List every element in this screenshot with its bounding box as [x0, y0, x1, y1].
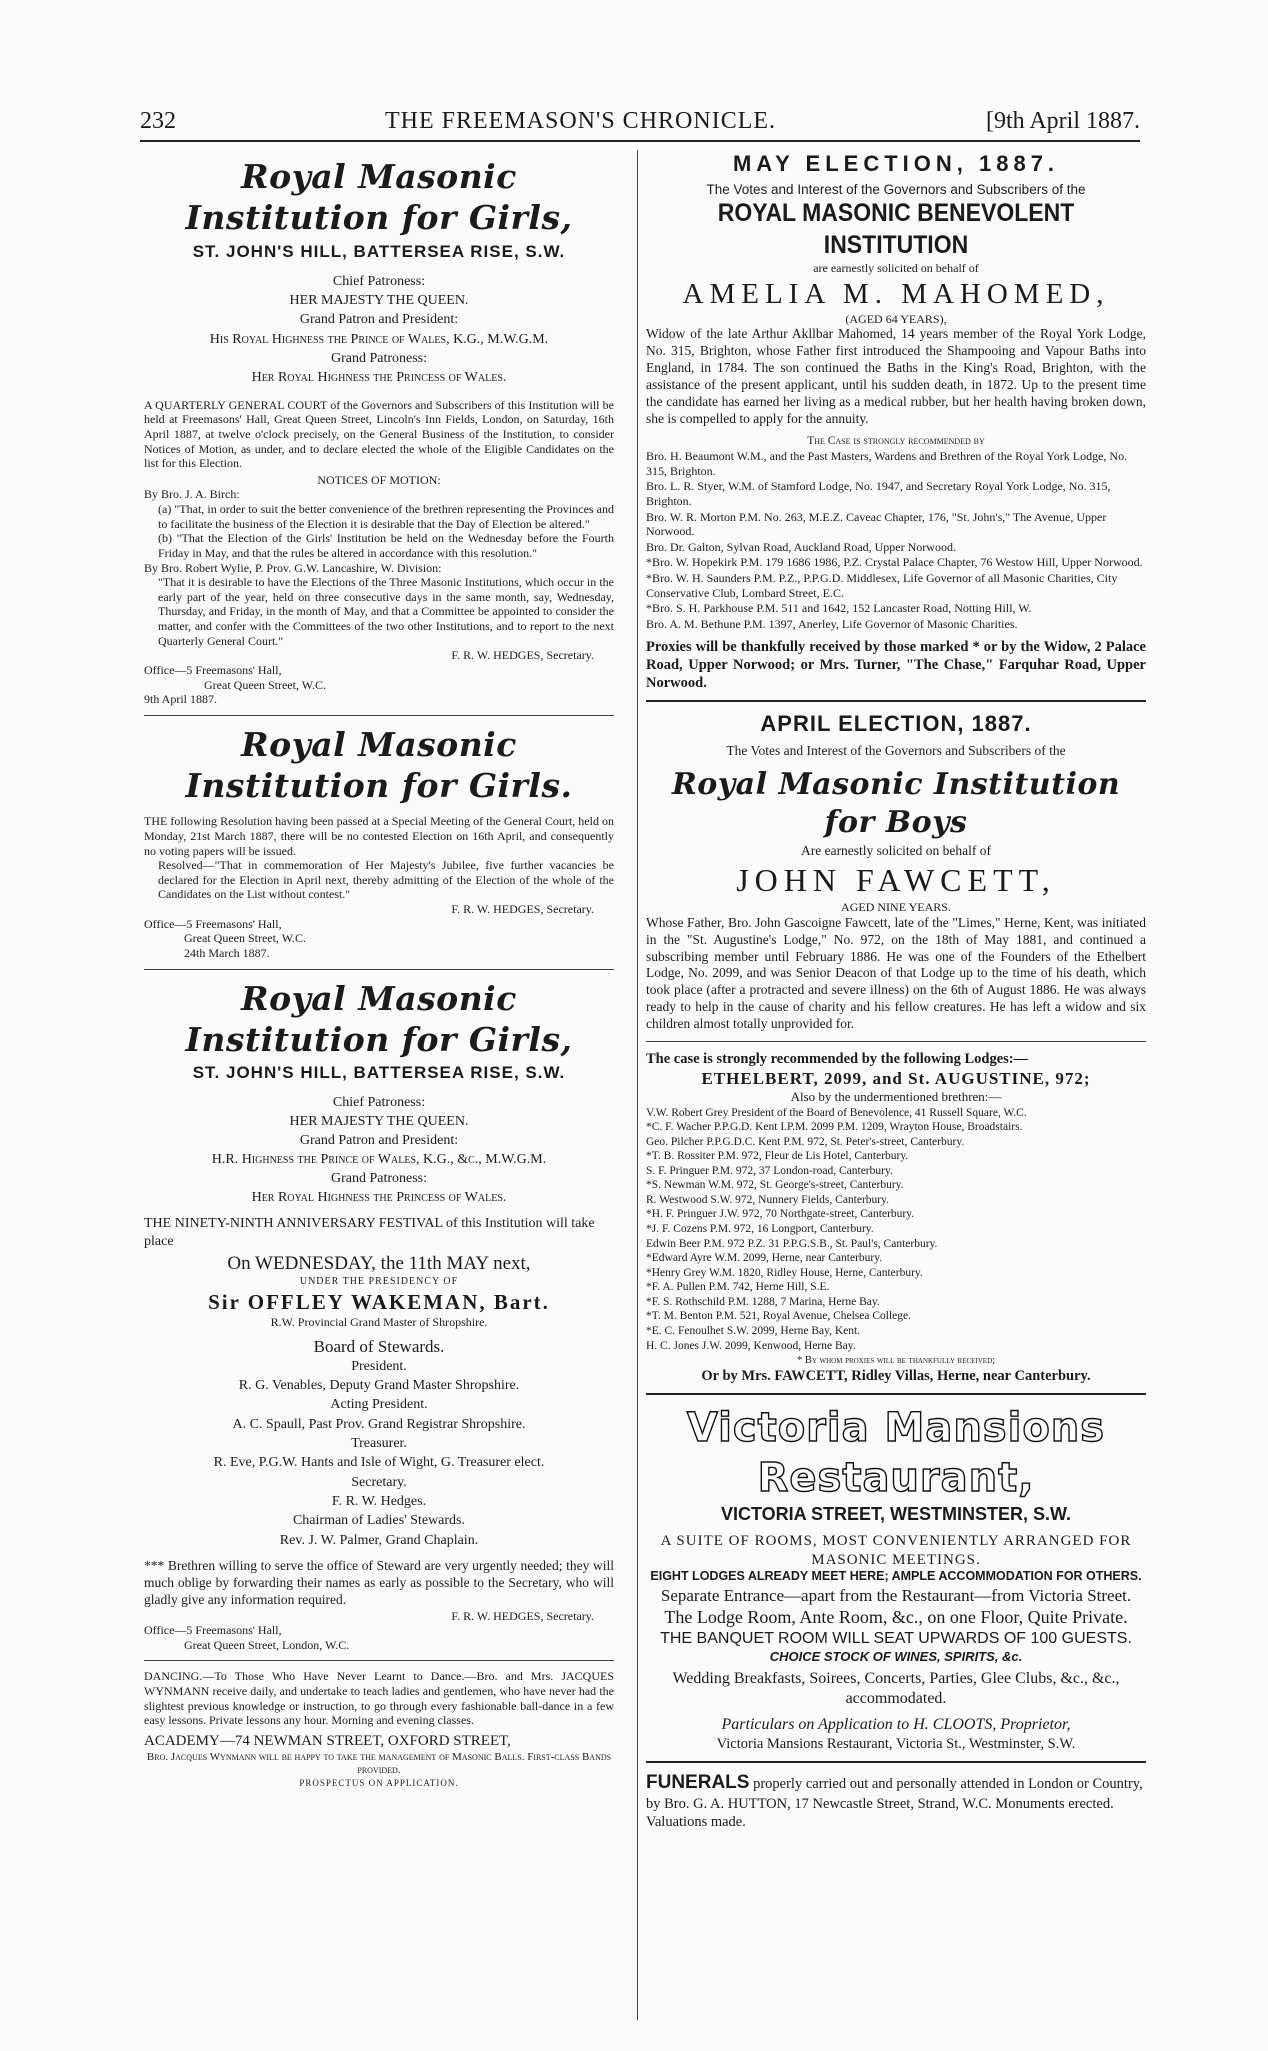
- management-note: Bro. Jacques Wynmann will be happy to take the management of Masonic Balls. First-class Bands provided.: [146, 1750, 612, 1777]
- april-election-ad: [646, 710, 1146, 1385]
- patrons: [144, 272, 614, 388]
- officer-line: Secretary.: [351, 1474, 407, 1490]
- funerals-heading: FUNERALS: [646, 1772, 750, 1794]
- brother: S. F. Pringuer P.M. 972, 37 London-road, Canterbury.: [646, 1164, 893, 1177]
- brother: *C. F. Wacher P.P.G.D. Kent I.P.M. 2099 P.M. 1209, Wrayton House, Broadstairs.: [646, 1121, 1023, 1134]
- office-street: Great Queen Street, London, W.C.: [184, 1637, 350, 1652]
- brother: *J. F. Cozens P.M. 972, 16 Longport, Canterbury.: [646, 1223, 874, 1235]
- patron-line: Grand Patron and President:: [299, 312, 459, 328]
- secretary-signature: F. R. W. HEDGES, Secretary.: [451, 1608, 594, 1623]
- brother: Geo. Pilcher P.P.G.D.C. Kent P.M. 972, St. Peter's-street, Canterbury.: [646, 1135, 965, 1148]
- office-address: Office—5 Freemasons' Hall,: [144, 916, 282, 931]
- recommender: Bro. Dr. Galton, Sylvan Road, Auckland Road, Upper Norwood.: [646, 539, 956, 554]
- also-line: Also by the undermentioned brethren:—: [790, 1089, 1002, 1105]
- patron-line: Grand Patroness:: [330, 351, 428, 366]
- officer-line: President.: [351, 1358, 407, 1374]
- officer-line: Rev. J. W. Palmer, Grand Chaplain.: [279, 1532, 479, 1548]
- recommender: *Bro. W. Hopekirk P.M. 179 1686 1986, P.Z. Crystal Palace Chapter, 76 Westow Hill, Upper Norwood.: [646, 555, 1143, 570]
- wedding-line: Wedding Breakfasts, Soirees, Concerts, Parties, Glee Clubs, &c., &c., accommodated.: [672, 1669, 1120, 1707]
- presidency-label: UNDER THE PRESIDENCY OF: [299, 1276, 459, 1288]
- lodges-recommend: The case is strongly recommended by the following Lodges:—: [646, 1050, 1029, 1067]
- patrons: [144, 1093, 614, 1207]
- academy-address: ACADEMY—74 NEWMAN STREET, OXFORD STREET,: [144, 1732, 511, 1749]
- dancing-notice: DANCING.—To Those Who Have Never Learnt to Dance.—Bro. and Mrs. JACQUES WYNMANN receive daily, and undertake to teach ladies and gentlemen, who have never had the slightest previous knowledge or instruction, to go through every fashionable ball-dance in a few easy lessons. Private lessons any hour. Morning and evening classes.: [144, 1669, 614, 1728]
- may-election-ad: [646, 150, 1146, 692]
- brother: *T. M. Benton P.M. 521, Royal Avenue, Chelsea College.: [646, 1310, 912, 1323]
- brethren-list: [646, 1107, 1146, 1354]
- brother: H. C. Jones J.W. 2099, Kenwood, Herne Bay.: [646, 1339, 856, 1352]
- candidate-bio: Widow of the late Arthur Akllbar Mahomed, 14 years member of the Royal York Lodge, No. 315, Brighton, whose Father first introduced the Shampooing and Vapour Baths into England, in 1784. The son continued the Baths in the King's Road, Brighton, with the assistance of the present applicant, until his sudden death, in 1872. Up to the present time the candidate has earned her living as a medical rubber, but her health having broken down, she is compelled to apply for the annuity.: [646, 326, 1146, 426]
- officer-line: R. Eve, P.G.W. Hants and Isle of Wight, G. Treasurer elect.: [213, 1455, 545, 1471]
- recommended-heading: The Case is strongly recommended by: [807, 434, 985, 447]
- institution-name: ROYAL MASONIC BENEVOLENT INSTITUTION: [717, 199, 1075, 259]
- divider: [144, 715, 614, 716]
- brother: *F. A. Pullen P.M. 742, Herne Hill, S.E.: [646, 1281, 830, 1294]
- lodges-meet-line: EIGHT LODGES ALREADY MEET HERE; AMPLE ACCOMMODATION FOR OTHERS.: [650, 1569, 1142, 1584]
- restaurant-address: Victoria Mansions Restaurant, Victoria St., Westminster, S.W.: [716, 1735, 1076, 1752]
- office-street: Great Queen Street, W.C.: [204, 677, 326, 692]
- motion-by-birch: By Bro. J. A. Birch:: [144, 487, 240, 502]
- recommender: Bro. H. Beaumont W.M., and the Past Masters, Wardens and Brethren of the Royal York Lodge, No. 315, Brighton.: [646, 449, 1128, 478]
- proxies-note: Proxies will be thankfully received by those marked * or by the Widow, 2 Palace Road, Upper Norwood; or Mrs. Turner, "The Chase," Farquhar Road, Upper Norwood.: [646, 638, 1146, 691]
- brother: Edwin Beer P.M. 972 P.Z. 31 P.P.G.S.B., St. Paul's, Canterbury.: [646, 1237, 938, 1250]
- votes-line: The Votes and Interest of the Governors and Subscribers of the: [706, 181, 1086, 197]
- motion-a: (a) "That, in order to suit the better convenience of the brethren representing the Provinces and to facilitate the business of the Election it is desirable that the Day of Election be altered.": [158, 502, 614, 531]
- girls-resolution-ad: [144, 724, 614, 961]
- patron-line: HER MAJESTY THE QUEEN.: [289, 293, 469, 309]
- solicited-line: Are earnestly solicited on behalf of: [800, 843, 992, 859]
- divider: [646, 700, 1146, 702]
- header-rule: [140, 140, 1140, 142]
- funerals-text: properly carried out and personally attended in London or Country, by Bro. G. A. HUTTON, 17 Newcastle Street, Strand, W.C. Monuments erected. Valuations made.: [646, 1776, 1143, 1830]
- divider: [646, 1041, 1146, 1042]
- candidate-name: JOHN FAWCETT,: [736, 862, 1056, 899]
- ad-title: Royal Masonic Institution for Girls,: [185, 157, 573, 238]
- divider: [646, 1393, 1146, 1395]
- ad-subtitle: ST. JOHN'S HILL, BATTERSEA RISE, S.W.: [192, 241, 566, 261]
- brother: *S. Newman W.M. 972, St. George's-street, Canterbury.: [646, 1179, 904, 1192]
- festival-notice: THE NINETY-NINTH ANNIVERSARY FESTIVAL of this Institution will take place: [144, 1216, 595, 1249]
- officer-line: Chairman of Ladies' Stewards.: [292, 1513, 466, 1529]
- officer-line: Treasurer.: [351, 1436, 407, 1452]
- proxies-note: * By whom proxies will be thankfully received;: [796, 1355, 996, 1367]
- motion-b: (b) "That the Election of the Girls' Institution be held on the Wednesday before the Fourth Friday in May, and that the rules be altered in accordance with this resolution.": [158, 531, 614, 560]
- steward-note: *** Brethren willing to serve the office of Steward are very urgently needed; they will much oblige by forwarding their names as early as possible to the Secretary, who will gladly give any information required.: [144, 1557, 614, 1607]
- particulars-line: Particulars on Application to H. CLOOTS, Proprietor,: [721, 1715, 1071, 1733]
- left-column: [144, 150, 614, 1789]
- divider: [646, 1761, 1146, 1763]
- votes-line: The Votes and Interest of the Governors and Subscribers of the: [726, 743, 1066, 759]
- column-divider: [637, 150, 638, 2020]
- officer-line: Acting President.: [330, 1397, 428, 1413]
- prospectus-note: PROSPECTUS ON APPLICATION.: [299, 1778, 459, 1789]
- festival-president: Sir OFFLEY WAKEMAN, Bart.: [208, 1289, 550, 1314]
- resolution-notice: THE following Resolution having been passed at a Special Meeting of the General Court, held on Monday, 21st March 1887, there will be no contested Election on 16th April, and consequently no voting papers will be issued.: [144, 814, 614, 858]
- patron-line: H.R. Highness the Prince of Wales, K.G., &c., M.W.G.M.: [211, 1152, 547, 1168]
- stewards-officers: [144, 1357, 614, 1550]
- office-address: Office—5 Freemasons' Hall,: [144, 662, 282, 677]
- election-heading: APRIL ELECTION, 1887.: [760, 710, 1032, 736]
- patron-line: Her Royal Highness the Princess of Wales.: [251, 370, 507, 386]
- president-title: R.W. Provincial Grand Master of Shropshire.: [270, 1314, 488, 1329]
- ad-subtitle: ST. JOHN'S HILL, BATTERSEA RISE, S.W.: [192, 1063, 566, 1082]
- resolved-text: Resolved—"That in commemoration of Her Majesty's Jubilee, five further vacancies be declared for the Election in April next, thereby admitting of the Election of the whole of the Candidates on the List without contest.": [158, 858, 614, 902]
- alt-proxy: Or by Mrs. FAWCETT, Ridley Villas, Herne, near Canterbury.: [701, 1368, 1091, 1385]
- brother: *Edward Ayre W.M. 2099, Herne, near Canterbury.: [646, 1252, 883, 1265]
- ad-title: Royal Masonic Institution for Girls,: [185, 978, 573, 1059]
- candidate-age: (AGED 64 YEARS),: [845, 311, 947, 326]
- officer-line: A. C. Spaull, Past Prov. Grand Registrar Shropshire.: [232, 1416, 526, 1432]
- secretary-signature: F. R. W. HEDGES, Secretary.: [451, 902, 594, 916]
- board-heading: Board of Stewards.: [313, 1336, 445, 1356]
- issue-date: [9th April 1887.: [986, 108, 1140, 134]
- election-heading: MAY ELECTION, 1887.: [732, 151, 1060, 176]
- lodge-room-line: The Lodge Room, Ante Room, &c., on one Floor, Quite Private.: [664, 1607, 1128, 1628]
- officer-line: F. R. W. Hedges.: [331, 1494, 427, 1509]
- wines-line: CHOICE STOCK OF WINES, SPIRITS, &c.: [769, 1648, 1023, 1664]
- brother: *E. C. Fenoulhet S.W. 2099, Herne Bay, Kent.: [646, 1324, 861, 1337]
- girls-court-ad: [144, 156, 614, 707]
- recommender: Bro. A. M. Bethune P.M. 1397, Anerley, Life Governor of Masonic Charities.: [646, 616, 1018, 631]
- candidate-bio: Whose Father, Bro. John Gascoigne Fawcett, late of the "Limes," Herne, Kent, was initiated in the "St. Augustine's Lodge," No. 972, on the 18th of May 1881, and continued a subscribing member until February 1886. He was one of the Founders of the Ethelbert Lodge, No. 2099, and was Senior Deacon of that Lodge up to the time of his death, which took place (after a protracted and severe illness) on the 6th of August 1886. He was always ready to help in the cause of charity and his fellow creatures. He has left a widow and six children almost totally unprovided for.: [646, 914, 1146, 1031]
- recommender: *Bro. W. H. Saunders P.M. P.Z., P.P.G.D. Middlesex, Life Governor of all Masonic Charities, City Conservative Club, Lombard Street, E.C.: [646, 571, 1118, 600]
- office-address: Office—5 Freemasons' Hall,: [144, 1623, 282, 1638]
- patron-line: Her Royal Highness the Princess of Wales.: [251, 1190, 507, 1206]
- recommender: Bro. W. R. Morton P.M. No. 263, M.E.Z. Caveac Chapter, 176, "St. John's," The Avenue, Upper Norwood.: [646, 509, 1107, 539]
- girls-festival-ad: [144, 978, 614, 1653]
- suite-line: A SUITE OF ROOMS, MOST CONVENIENTLY ARRANGED FOR MASONIC MEETINGS.: [660, 1532, 1132, 1568]
- patron-line: Chief Patroness:: [332, 273, 426, 289]
- court-notice: A QUARTERLY GENERAL COURT of the Governors and Subscribers of this Institution will be held at Freemasons' Hall, Great Queen Street, Lincoln's Inn Fields, London, on Saturday, 16th April 1887, at twelve o'clock precisely, on the General Business of the Institution, to consider Notices of Motion, as under, and to declare elected the whole of the Eligible Candidates on the list for this Election.: [144, 397, 614, 471]
- lodges-names: ETHELBERT, 2099, and St. AUGUSTINE, 972;: [701, 1069, 1091, 1088]
- recommender: Bro. L. R. Styer, W.M. of Stamford Lodge, No. 1947, and Secretary Royal York Lodge, No. 315, Brighton.: [646, 479, 1111, 508]
- recommenders-list: [646, 449, 1146, 632]
- right-column: [646, 150, 1146, 1831]
- funerals-ad: [646, 1771, 1146, 1831]
- divider: [144, 1660, 614, 1661]
- brother: *F. S. Rothschild P.M. 1288, 7 Marina, Herne Bay.: [646, 1295, 880, 1308]
- candidate-age: AGED NINE YEARS.: [841, 900, 951, 915]
- brother: *Henry Grey W.M. 1820, Ridley House, Herne, Canterbury.: [646, 1266, 923, 1279]
- brother: *H. F. Pringuer J.W. 972, 70 Northgate-street, Canterbury.: [646, 1208, 915, 1221]
- restaurant-street: VICTORIA STREET, WESTMINSTER, S.W.: [720, 1504, 1072, 1525]
- notices-heading: NOTICES OF MOTION:: [317, 472, 441, 487]
- brother: R. Westwood S.W. 972, Nunnery Fields, Canterbury.: [646, 1193, 890, 1206]
- motion-c: "That it is desirable to have the Elections of the Three Masonic Institutions, which occur in the early part of the year, held on three consecutive days in the same month, say, Wednesday, Thursday, and Friday, in the month of May, and that a Committee be appointed to consider the matter, and confer with the Committees of the two other Institutions, and to report to the next Quarterly General Court.": [158, 575, 614, 648]
- dancing-ad: [144, 1669, 614, 1789]
- motion-by-wylie: By Bro. Robert Wylie, P. Prov. G.W. Lancashire, W. Division:: [144, 560, 442, 575]
- brother: *T. B. Rossiter P.M. 972, Fleur de Lis Hotel, Canterbury.: [646, 1150, 909, 1163]
- divider: [144, 969, 614, 970]
- patron-line: Grand Patroness:: [330, 1171, 428, 1187]
- patron-line: Chief Patroness:: [332, 1095, 426, 1111]
- solicited-line: are earnestly solicited on behalf of: [813, 260, 979, 275]
- recommender: *Bro. S. H. Parkhouse P.M. 511 and 1642, 152 Lancaster Road, Notting Hill, W.: [646, 601, 1032, 616]
- patron-line: His Royal Highness the Prince of Wales, K.G., M.W.G.M.: [209, 331, 549, 347]
- masthead-title: THE FREEMASON'S CHRONICLE.: [385, 108, 777, 134]
- banquet-line: THE BANQUET ROOM WILL SEAT UPWARDS OF 100 GUESTS.: [660, 1629, 1132, 1647]
- patron-line: HER MAJESTY THE QUEEN.: [289, 1114, 469, 1130]
- page-number: 232: [140, 108, 176, 134]
- notice-date: 24th March 1887.: [184, 945, 270, 960]
- officer-line: R. G. Venables, Deputy Grand Master Shropshire.: [238, 1378, 520, 1394]
- office-street: Great Queen Street, W.C.: [184, 931, 306, 946]
- victoria-mansions-ad: [646, 1403, 1146, 1753]
- secretary-signature: F. R. W. HEDGES, Secretary.: [451, 648, 594, 663]
- restaurant-name: Victoria Mansions Restaurant,: [686, 1405, 1106, 1502]
- institution-name: Royal Masonic Institution for Boys: [671, 767, 1121, 840]
- notice-date: 9th April 1887.: [144, 692, 218, 707]
- brother: V.W. Robert Grey President of the Board of Benevolence, 41 Russell Square, W.C.: [646, 1106, 1027, 1119]
- page-header: [140, 108, 1140, 142]
- ad-title: Royal Masonic Institution for Girls.: [185, 724, 573, 805]
- candidate-name: AMELIA M. MAHOMED,: [682, 277, 1110, 310]
- festival-date: On WEDNESDAY, the 11th MAY next,: [227, 1253, 531, 1275]
- patron-line: Grand Patron and President:: [299, 1133, 459, 1149]
- entrance-line: Separate Entrance—apart from the Restaurant—from Victoria Street.: [660, 1585, 1132, 1605]
